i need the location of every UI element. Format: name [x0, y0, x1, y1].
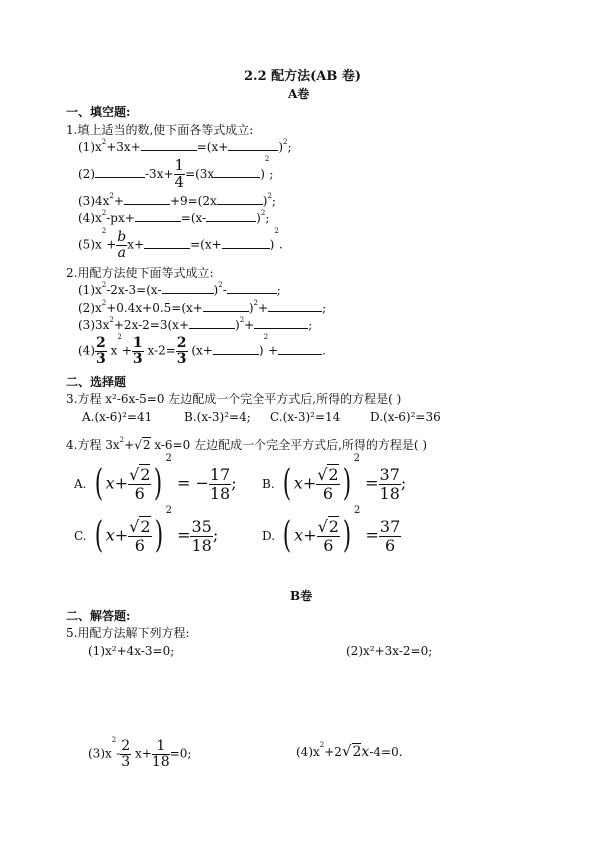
subtitle-b: B卷 [290, 589, 313, 603]
q5-part-4: $(4)x^2+2√2x-4=0$. [296, 741, 403, 760]
section-solve-title: 二、解答题: [66, 609, 131, 623]
q2-item-3: $(3)3x^2+2x-2=3(x+ )^2+$ ; [78, 316, 313, 332]
q5-part-1: (1)x²+4x-3=0; [88, 644, 175, 658]
q4-option-d: D. ( x+ $\frac{√2}{6}$ )$^2$ = $\frac{37}{6}$ [262, 505, 401, 557]
q3-option-b: B.(x-3)²=4; [184, 410, 251, 424]
q1-item-5: $(5)x^2+$ $\frac{b}{a}$ $x+ =(x+ )^2$. [78, 227, 283, 261]
q2-stem: 2.用配方法使下面等式成立: [66, 266, 214, 280]
q2-item-2: $(2)x^2+0.4x+0.5=(x+ )^2+$ ; [78, 299, 327, 315]
q3-option-a: A.(x-6)²=41 [82, 410, 153, 424]
q3-stem: 3.方程 x²-6x-5=0 左边配成一个完全平方式后,所得的方程是( ) [66, 392, 402, 406]
q1-item-3: $(3)4x^2+ +9=(2x$ )$^2$; [78, 192, 276, 208]
q3-option-c: C.(x-3)²=14 [270, 410, 341, 424]
q4-option-a: A. ( x+ $\frac{√2}{6}$ )$^2$ = − $\frac{17}{18}$ ; [74, 453, 237, 505]
q2-item-4: (4) $\frac{2}{3}$ $x^2+$ $\frac{1}{3}$ x-2= $\frac{2}{3}$ $(x+ )^2+$ . [78, 333, 326, 367]
q4-option-c: C. ( x+ $\frac{√2}{6}$ )$^2$ = $\frac{35}{18}$ ; [74, 505, 219, 557]
q5-part-2: (2)x²+3x-2=0; [346, 644, 433, 658]
q5-part-3: $(3)x^2-$ $\frac{2}{3}$ x+ $\frac{1}{18}$ =0; [88, 736, 192, 770]
page-title: 2.2 配方法(AB 卷) [244, 69, 362, 84]
q3-option-d: D.(x-6)²=36 [370, 410, 441, 424]
section-choice-title: 二、选择题 [66, 375, 127, 389]
q2-item-1: $(1)x^2-2x-3=(x-$ )$^2$- ; [78, 281, 281, 297]
q1-item-1: $(1)x^2+3x+ =(x+ )^2$; [78, 138, 292, 154]
q1-item-2: (2) -3x+ $\frac{1}{4}$ =(3x )$^2$; [78, 155, 274, 191]
subtitle-a: A卷 [288, 87, 310, 101]
q4-stem: 4.方程 $3x^2+√2$ x-6=0 左边配成一个完全平方式后,所得的方程是( ) [66, 436, 428, 452]
q1-stem: 1.填上适当的数,使下面各等式成立: [66, 123, 254, 137]
q1-item-4: $(4)x^2-px+ =(x-$ )$^2$; [78, 209, 270, 225]
q4-option-b: B. ( x+ $\frac{√2}{6}$ )$^2$ = $\frac{37}{18}$ ; [262, 453, 407, 505]
q5-stem: 5.用配方法解下列方程: [66, 626, 190, 640]
section-fill-title: 一、填空题: [66, 105, 131, 119]
